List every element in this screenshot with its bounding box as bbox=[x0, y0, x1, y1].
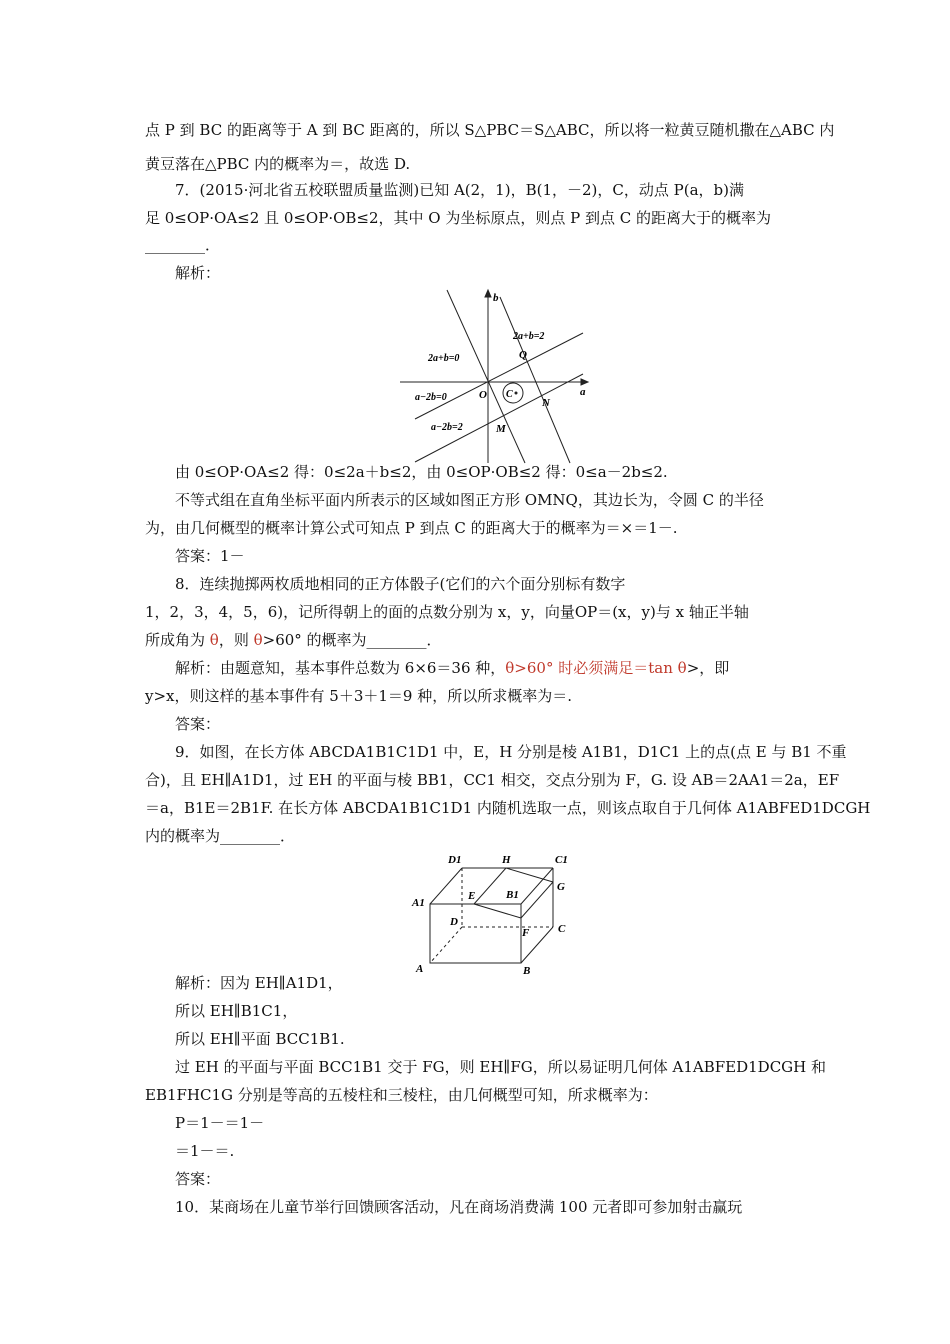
line-2a-b-0 bbox=[447, 290, 525, 463]
label-c1: C1 bbox=[555, 854, 568, 866]
text-line: 所以 EH∥B1C1， bbox=[175, 1002, 298, 1020]
cond-pre: θ>60° 时必须满足＝ bbox=[505, 659, 649, 677]
answer-line: 答案：1－ bbox=[175, 547, 245, 565]
cuboid-diagram bbox=[408, 846, 583, 978]
problem-7-heading: 7．(2015·河北省五校联盟质量监测)已知 A(2，1)，B(1，－2)，C，动点 P(a，b)满 bbox=[175, 181, 744, 199]
answer-blank: ________． bbox=[145, 236, 221, 254]
solution-8-text: 解析：由题意知，基本事件总数为 6×6＝36 种， bbox=[175, 659, 506, 677]
label-a-2b-0: a−2b=0 bbox=[415, 392, 447, 403]
problem-8-heading: 8．连续抛掷两枚质地相同的正方体骰子(它们的六个面分别标有数字 bbox=[175, 575, 626, 593]
a-axis-label: a bbox=[580, 386, 586, 398]
text-line: 不等式组在直角坐标平面内所表示的区域如图正方形 OMNQ，其边长为，令圆 C 的半径 bbox=[175, 491, 764, 509]
formula-line: ＝1－＝. bbox=[175, 1142, 235, 1160]
label-b: B bbox=[523, 965, 531, 977]
answer-line: 答案： bbox=[175, 1170, 221, 1188]
label-f: F bbox=[522, 927, 530, 939]
label-c: C bbox=[506, 389, 513, 400]
label-b1: B1 bbox=[506, 889, 519, 901]
label-e: E bbox=[468, 890, 476, 902]
text-line: 所以 EH∥平面 BCC1B1. bbox=[175, 1030, 345, 1048]
front-face bbox=[430, 904, 521, 963]
text-line: 点 P 到 BC 的距离等于 A 到 BC 距离的，所以 S△PBC＝S△ABC，所以将一粒黄豆随机撒在△ABC 内 bbox=[145, 121, 835, 139]
text-line: 由 0≤OP·OA≤2 得：0≤2a＋b≤2，由 0≤OP·OB≤2 得：0≤a－2b≤2. bbox=[175, 463, 668, 481]
answer-line: 答案： bbox=[175, 715, 221, 733]
line-a-2b-2 bbox=[415, 374, 583, 462]
text-line: y>x，则这样的基本事件有 5＋3＋1＝9 种，所以所求概率为＝. bbox=[145, 687, 572, 705]
label-a: A bbox=[416, 963, 424, 975]
label-o: O bbox=[479, 389, 487, 401]
angle-mid: ，则 bbox=[218, 631, 254, 649]
text-line: 合)，且 EH∥A1D1，过 EH 的平面与棱 BB1，CC1 相交，交点分别为 F，G. 设 AB＝2AA1＝2a，EF bbox=[145, 771, 840, 789]
solution-label: 解析：因为 EH∥A1D1， bbox=[175, 974, 343, 992]
label-2a-b-0: 2a+b=0 bbox=[428, 353, 460, 364]
text-line: 黄豆落在△PBC 内的概率为＝，故选 D. bbox=[145, 155, 411, 173]
theta-symbol: θ bbox=[253, 631, 263, 649]
label-m: M bbox=[496, 423, 506, 435]
label-a1: A1 bbox=[412, 897, 425, 909]
text-line: 足 0≤OP·OA≤2 且 0≤OP·OB≤2，其中 O 为坐标原点，则点 P 到点 C 的距离大于的概率为 bbox=[145, 209, 771, 227]
region-diagram bbox=[395, 287, 595, 465]
label-q: Q bbox=[519, 349, 527, 361]
problem-10-heading: 10．某商场在儿童节举行回馈顾客活动，凡在商场消费满 100 元者即可参加射击赢玩 bbox=[175, 1198, 743, 1216]
b-axis-arrow bbox=[485, 290, 491, 297]
tan-theta: tan θ bbox=[648, 659, 687, 677]
a-axis-arrow bbox=[581, 379, 588, 385]
line-2a-b-2 bbox=[500, 297, 570, 463]
text-line: EB1FHC1G 分别是等高的五棱柱和三棱柱，由几何概型可知，所求概率为： bbox=[145, 1086, 658, 1104]
formula-line: P＝1－＝1－ bbox=[175, 1114, 265, 1132]
label-g: G bbox=[557, 881, 565, 893]
text-line: 内的概率为________． bbox=[145, 827, 296, 845]
theta-symbol: θ bbox=[209, 631, 219, 649]
label-2a-b-2: 2a+b=2 bbox=[513, 331, 545, 342]
text-line: 为，由几何概型的概率计算公式可知点 P 到点 C 的距离大于的概率为＝×＝1－. bbox=[145, 519, 678, 537]
label-h: H bbox=[502, 854, 511, 866]
label-a-2b-2: a−2b=2 bbox=[431, 422, 463, 433]
label-n: N bbox=[542, 397, 550, 409]
solution-label: 解析： bbox=[175, 264, 221, 282]
text-line: ＝a，B1E＝2B1F. 在长方体 ABCDA1B1C1D1 内随机选取一点，则该点取自于几何体 A1ABFED1DCGH bbox=[145, 799, 871, 817]
label-c: C bbox=[558, 923, 566, 935]
b-axis-label: b bbox=[493, 292, 499, 304]
text-line bbox=[145, 630, 442, 650]
cond-post: >，即 bbox=[686, 659, 730, 677]
angle-post: >60° 的概率为________． bbox=[262, 631, 442, 649]
angle-pre: 所成角为 bbox=[145, 631, 210, 649]
label-d: D bbox=[450, 916, 458, 928]
text-line: 过 EH 的平面与平面 BCC1B1 交于 FG，则 EH∥FG，所以易证明几何体 A1ABFED1DCGH 和 bbox=[175, 1058, 827, 1076]
problem-9-heading: 9．如图，在长方体 ABCDA1B1C1D1 中，E，H 分别是棱 A1B1，D1C1 上的点(点 E 与 B1 不重 bbox=[175, 743, 847, 761]
label-d1: D1 bbox=[448, 854, 462, 866]
text-line bbox=[175, 658, 729, 678]
text-line: 1，2，3，4，5，6)，记所得朝上的面的点数分别为 x，y，向量OP＝(x，y)与 x 轴正半轴 bbox=[145, 603, 749, 621]
